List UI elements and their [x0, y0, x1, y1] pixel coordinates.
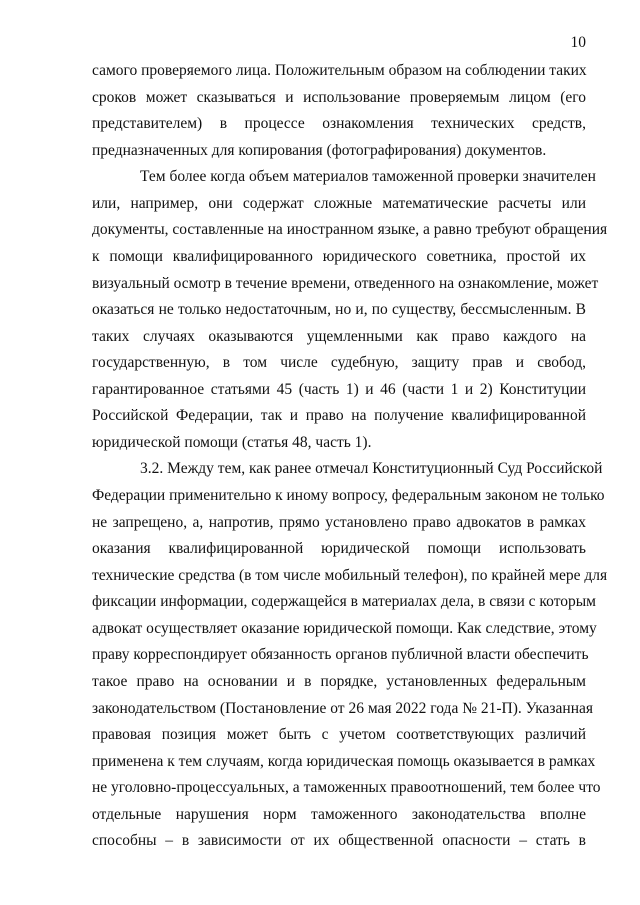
- page-number: 10: [570, 34, 586, 51]
- text-line: Тем более когда объем материалов таможенной проверки значителен: [140, 168, 596, 186]
- text-line: фиксации информации, содержащейся в материалах дела, в связи с которым: [92, 593, 596, 611]
- text-line: Федерации применительно к иному вопросу, федеральным законом не только: [92, 487, 605, 504]
- text-line: 3.2. Между тем, как ранее отмечал Конституционный Суд Российской: [140, 460, 603, 478]
- text-line: не запрещено, а, напротив, прямо установлено право адвокатов в рамках: [92, 513, 586, 531]
- text-line: применена к тем случаям, когда юридическая помощь оказывается в рамках: [92, 752, 596, 770]
- text-line: представителем) в процессе ознакомления технических средств,: [92, 115, 586, 133]
- paragraph: [92, 60, 586, 166]
- text-line: оказаться не только недостаточным, но и, по существу, бессмысленным. В: [92, 301, 586, 319]
- paragraph: [92, 458, 608, 856]
- text-line: законодательством (Постановление от 26 мая 2022 года № 21-П). Указанная: [92, 699, 594, 717]
- text-line: не уголовно-процессуальных, а таможенных правоотношений, тем более что: [92, 779, 601, 797]
- text-line: адвокат осуществляет оказание юридической помощи. Как следствие, этому: [92, 619, 597, 637]
- text-line: Российской Федерации, так и право на получение квалифицированной: [92, 407, 586, 425]
- text-line: или, например, они содержат сложные математические расчеты или: [92, 194, 586, 212]
- text-line: предназначенных для копирования (фотографирования) документов.: [92, 141, 547, 159]
- text-line: документы, составленные на иностранном языке, а равно требуют обращения: [92, 221, 608, 239]
- text-line: отдельные нарушения норм таможенного законодательства вполне: [92, 805, 586, 823]
- document-body: [92, 60, 608, 857]
- text-line: такое право на основании и в порядке, установленных федеральным: [92, 672, 586, 690]
- paragraph: [92, 166, 608, 458]
- text-line: правовая позиция может быть с учетом соответствующих различий: [92, 726, 586, 744]
- text-line: визуальный осмотр в течение времени, отведенного на ознакомление, может: [92, 274, 599, 292]
- text-line: юридической помощи (статья 48, часть 1).: [92, 433, 372, 451]
- text-line: таких случаях оказываются ущемленными как право каждого на: [92, 327, 586, 345]
- text-line: государственную, в том числе судебную, защиту прав и свобод,: [92, 354, 586, 372]
- text-line: технические средства (в том числе мобильный телефон), по крайней мере для: [92, 566, 608, 584]
- text-line: оказания квалифицированной юридической помощи использовать: [92, 540, 586, 558]
- text-line: праву корреспондирует обязанность органов публичной власти обеспечить: [92, 646, 589, 664]
- text-line: сроков может сказываться и использование проверяемым лицом (его: [92, 88, 586, 106]
- text-line: способны – в зависимости от их общественной опасности – стать в: [92, 832, 586, 850]
- text-line: самого проверяемого лица. Положительным образом на соблюдении таких: [92, 62, 587, 79]
- text-line: гарантированное статьями 45 (часть 1) и 46 (части 1 и 2) Конституции: [92, 380, 586, 398]
- text-line: к помощи квалифицированного юридического советника, простой их: [92, 247, 586, 265]
